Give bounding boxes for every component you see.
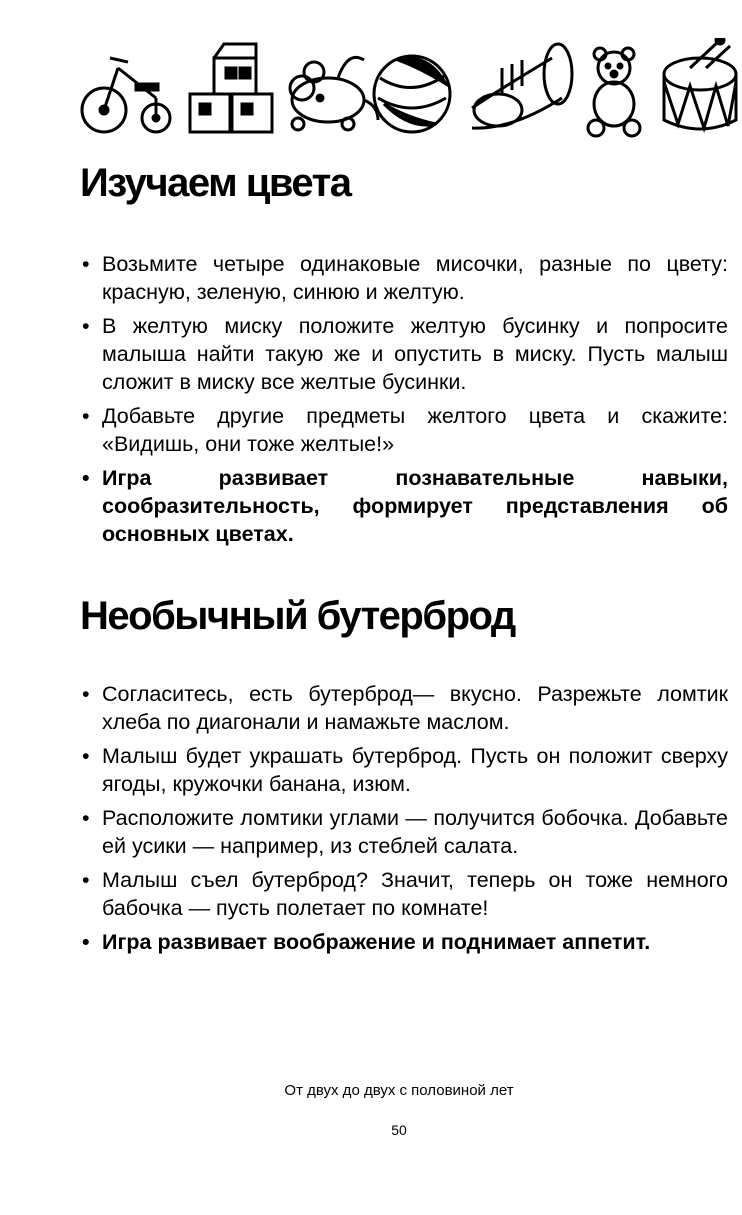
teddy-bear-icon — [588, 48, 640, 136]
list-item: • В желтую миску положите желтую бусинку и попросите малыша найти такую же и опустить в миску. Пусть малыш сложит в миску все желтые бусинки. — [80, 312, 728, 396]
list-item-summary: • Игра развивает воображение и поднимает аппетит. — [80, 928, 728, 956]
list-item: • Малыш будет украшать бутерброд. Пусть он положит сверху ягоды, кружочки банана, изюм. — [80, 742, 728, 798]
list-item: • Малыш съел бутерброд? Значит, теперь он тоже немного бабочка — пусть полетает по комнате! — [80, 866, 728, 922]
tuba-icon — [472, 44, 572, 128]
section-title-colors: Изучаем цвета — [80, 161, 351, 205]
running-footer: От двух до двух с половиной лет — [284, 1082, 514, 1099]
list-item: • Добавьте другие предметы желтого цвета и скажите: «Видишь, они тоже желтые!» — [80, 402, 728, 458]
list-item: • Согласитесь, есть бутерброд— вкусно. Разрежьте ломтик хлеба по диагонали и намажьте маслом. — [80, 680, 728, 736]
toy-blocks-icon — [190, 44, 272, 132]
tricycle-icon — [82, 58, 170, 132]
toy-mouse-icon — [290, 57, 378, 130]
sandwich-instructions-list — [80, 680, 728, 962]
section-title-sandwich: Необычный бутерброд — [80, 594, 515, 638]
ball-icon — [374, 56, 450, 132]
list-item: • Возьмите четыре одинаковые мисочки, разные по цвету: красную, зеленую, синюю и желтую. — [80, 250, 728, 306]
drum-icon — [664, 38, 736, 129]
list-item-summary: • Игра развивает познавательные навыки, сообразительность, формирует представления об основных цветах. — [80, 464, 728, 548]
colors-instructions-list — [80, 250, 728, 554]
toys-header-illustration — [78, 38, 742, 138]
list-item: • Расположите ломтики углами — получится бобочка. Добавьте ей усики — например, из стеблей салата. — [80, 804, 728, 860]
page-number: 50 — [391, 1122, 407, 1138]
